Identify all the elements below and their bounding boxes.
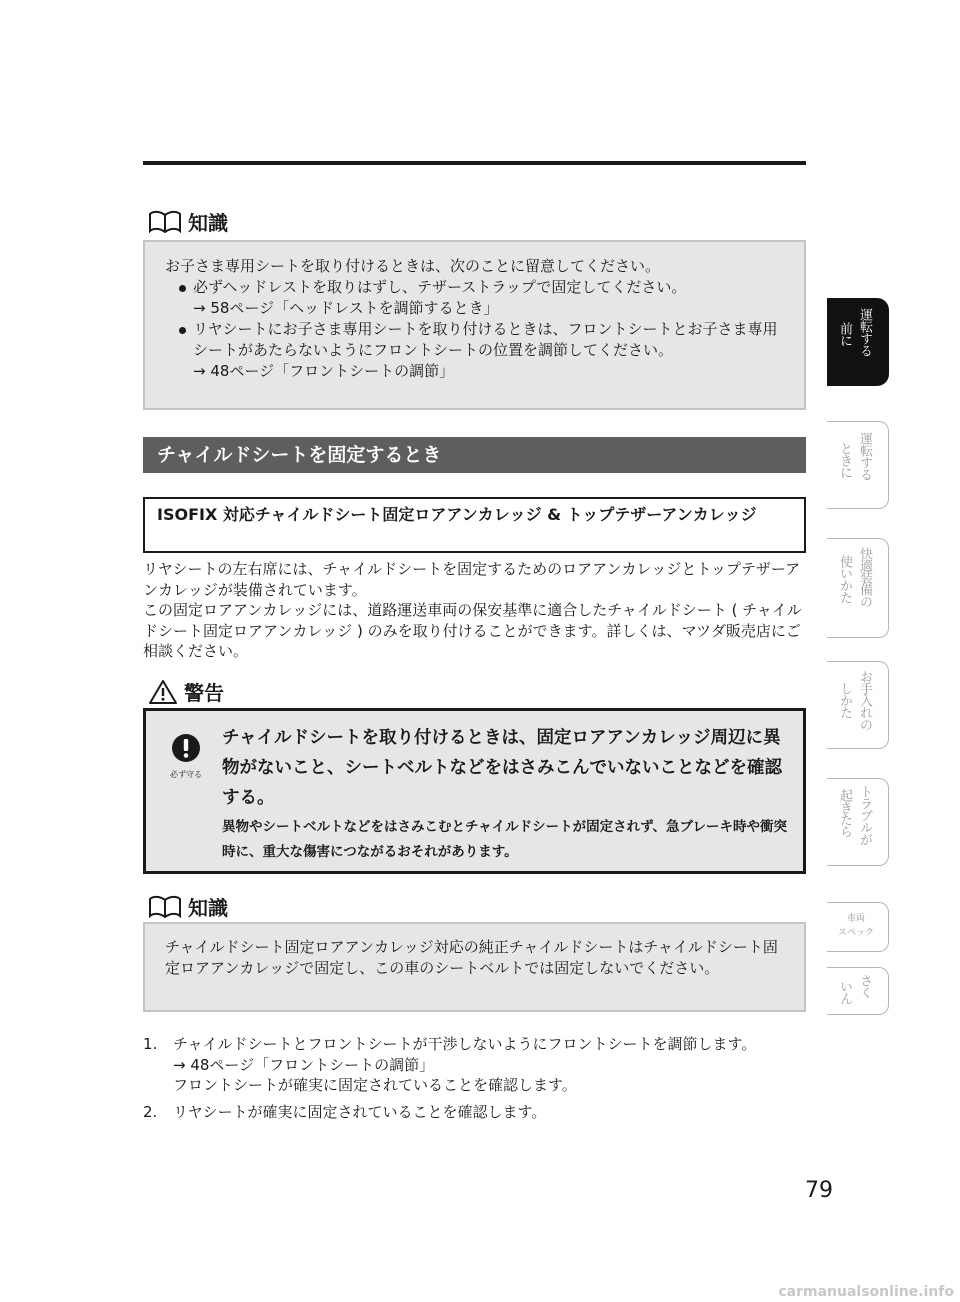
step-item [143,1034,806,1096]
chapter-tab-comfort-equipment[interactable] [827,538,889,638]
page-reference: → 48ページ「フロントシートの調節」 [193,362,455,380]
chapter-tab-before-driving[interactable] [827,298,889,386]
step-text: チャイルドシートとフロントシートが干渉しないようにフロントシートを調節します。 [173,1035,757,1053]
tab-label: お手入れの [857,670,872,730]
note-bullet [165,277,786,319]
tab-label: 前に [837,322,852,346]
step-number: 1. [143,1035,158,1053]
warning-detail-text: 異物やシートベルトなどをはさみこむとチャイルドシートが固定されず、急ブレーキ時や衝突時に、重大な傷害につながるおそれがあります。 [222,819,787,860]
tab-label: 起きたら [837,789,852,837]
note-intro: お子さま専用シートを取り付けるときは、次のことに留意してください。 [165,257,661,275]
tab-label: 快適装備の [857,547,872,607]
procedure-steps [143,1034,806,1128]
must-follow-badge [164,733,208,780]
note-title: 知識 [188,211,228,235]
chapter-tab-index[interactable] [827,967,889,1015]
subsection-title: ISOFIX 対応チャイルドシート固定ロアアンカレッジ & トップテザーアンカレッジ [143,497,806,553]
page-reference: → 58ページ「ヘッドレストを調節するとき」 [193,299,499,317]
note-box [143,240,806,410]
note-bullet-text: リヤシートにお子さま専用シートを取り付けるときは、フロントシートとお子さま専用シートがあたらないようにフロントシートの位置を調節してください。 [193,320,778,359]
chapter-tab-maintenance[interactable] [827,661,889,749]
tab-label: さく [857,974,872,998]
warning-main-text: チャイルドシートを取り付けるときは、固定ロアアンカレッジ周辺に異物がないこと、シートベルトなどをはさみこんでいないことなどを確認する。 [222,728,782,808]
must-follow-label: 必ず守る [170,770,202,779]
step-item [143,1102,806,1123]
step-followup: フロントシートが確実に固定されていることを確認します。 [173,1076,577,1094]
note-body: チャイルドシート固定ロアアンカレッジ対応の純正チャイルドシートはチャイルドシート固定ロアアンカレッジで固定し、この車のシートベルトでは固定しないでください。 [165,938,778,977]
body-paragraph [143,559,806,662]
book-icon [148,210,182,234]
bullet-dot [179,327,186,334]
tab-label: 使いかた [837,555,852,603]
tab-label: トラブルが [857,785,872,845]
tab-label: いん [837,980,852,1004]
warning-box [143,708,806,874]
paragraph-line: リヤシートの左右席には、チャイルドシートを固定するためのロアアンカレッジとトップテザーアンカレッジが装備されています。 [143,560,801,599]
bullet-dot [179,285,186,292]
chapter-tab-while-driving[interactable] [827,421,889,509]
watermark: carmanualsonline.info [778,1284,954,1300]
paragraph-line: この固定ロアアンカレッジには、道路運送車両の保安基準に適合したチャイルドシート ( チャイルドシート固定ロアアンカレッジ ) のみを取り付けることができます。詳しくは、マツダ販売店にご相談ください。 [143,601,802,660]
note-bullet-text: 必ずヘッドレストを取りはずし、テザーストラップで固定してください。 [193,278,687,296]
note-bullet [165,319,786,382]
note-title: 知識 [188,896,228,920]
tab-label: スペック [837,928,874,938]
page-number: 79 [805,1178,833,1203]
note-box [143,922,806,1012]
top-rule [143,161,806,165]
tab-label: 車両 [846,914,865,924]
tab-label: しかた [837,682,852,718]
step-text: リヤシートが確実に固定されていることを確認します。 [173,1102,547,1121]
tab-label: ときに [837,442,852,478]
page-reference: → 48ページ「フロントシートの調節」 [173,1055,435,1074]
chapter-tab-troubleshooting[interactable] [827,778,889,866]
chapter-tab-specifications[interactable] [827,902,889,952]
book-icon [148,895,182,919]
note-heading [148,892,228,921]
note-heading [148,207,228,236]
warning-triangle-icon [148,679,178,705]
warning-title: 警告 [184,681,224,705]
exclamation-circle-icon [171,733,201,763]
warning-heading [148,677,224,706]
tab-label: 運転する [857,432,872,480]
tab-label: 運転する [857,308,872,356]
step-number: 2. [143,1102,158,1121]
section-title: チャイルドシートを固定するとき [143,437,806,473]
